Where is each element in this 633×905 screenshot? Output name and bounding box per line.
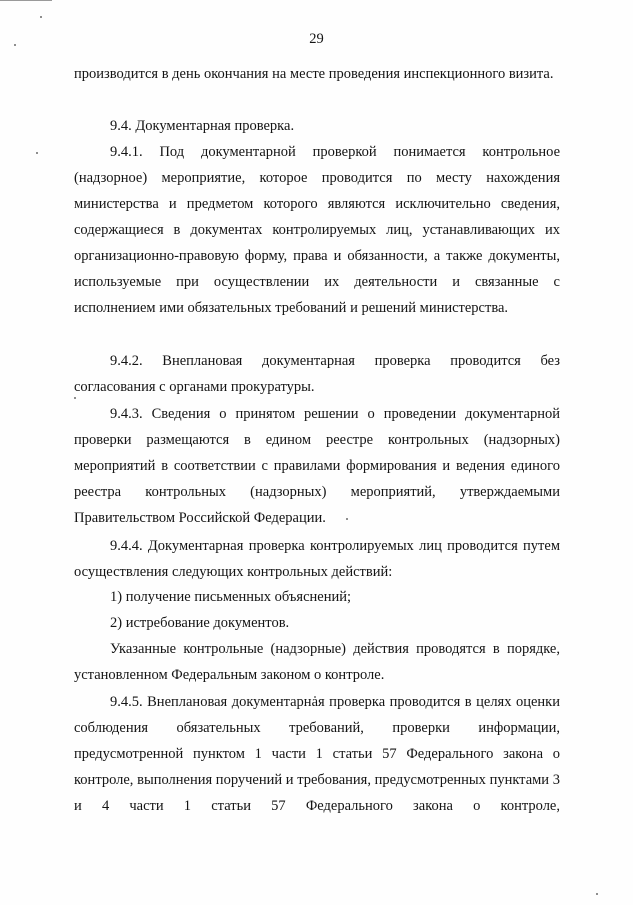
- scan-edge-line: [0, 0, 52, 1]
- page-number: 29: [309, 31, 324, 47]
- paragraph-9-4-2: 9.4.2. Внеплановая документарная проверка проводится без согласования с органами прокуратуры.: [74, 353, 560, 395]
- list-item-1: 1) получение письменных объяснений;: [110, 589, 352, 605]
- paragraph-continuation: производится в день окончания на месте проведения инспекционного визита.: [74, 66, 554, 82]
- paragraph-9-4-5: 9.4.5. Внеплановая документарная проверка проводится в целях оценки соблюдения обязательных требований, проверки информации, предусмотренной пунктом 1 части 1 статьи 57 Федерального закона о контроле, выполнения поручений и требования, предусмотренных пунктами 3 и 4 части 1 статьи 57 Федерального закона о контроле,: [74, 694, 560, 814]
- paragraph-actions-order: Указанные контрольные (надзорные) действия проводятся в порядке, установленном Федеральным законом о контроле.: [74, 641, 560, 683]
- scan-speck: [36, 152, 38, 154]
- paragraph-9-4-1: 9.4.1. Под документарной проверкой понимается контрольное (надзорное) мероприятие, которое проводится по месту нахождения министерства и предметом которого являются исключительно сведения, содержащиеся в документах контролируемых лиц, устанавливающих их организационно-правовую форму, права и обязанности, а также документы, используемые при осуществлении их деятельности и связанные с исполнением ими обязательных требований и решений министерства.: [74, 144, 560, 316]
- list-item-2: 2) истребование документов.: [110, 615, 290, 631]
- paragraph-9-4-4: 9.4.4. Документарная проверка контролируемых лиц проводится путем осуществления следующих контрольных действий:: [74, 538, 560, 580]
- scan-speck: [40, 16, 42, 18]
- section-heading-9-4: 9.4. Документарная проверка.: [110, 118, 295, 134]
- paragraph-9-4-3: 9.4.3. Сведения о принятом решении о проведении документарной проверки размещаются в едином реестре контрольных (надзорных) мероприятий в соответствии с правилами формирования и ведения единого реестра контрольных (надзорных) мероприятий, утверждаемыми Правительством Российской Федерации.: [74, 406, 560, 526]
- scan-speck: [596, 893, 598, 895]
